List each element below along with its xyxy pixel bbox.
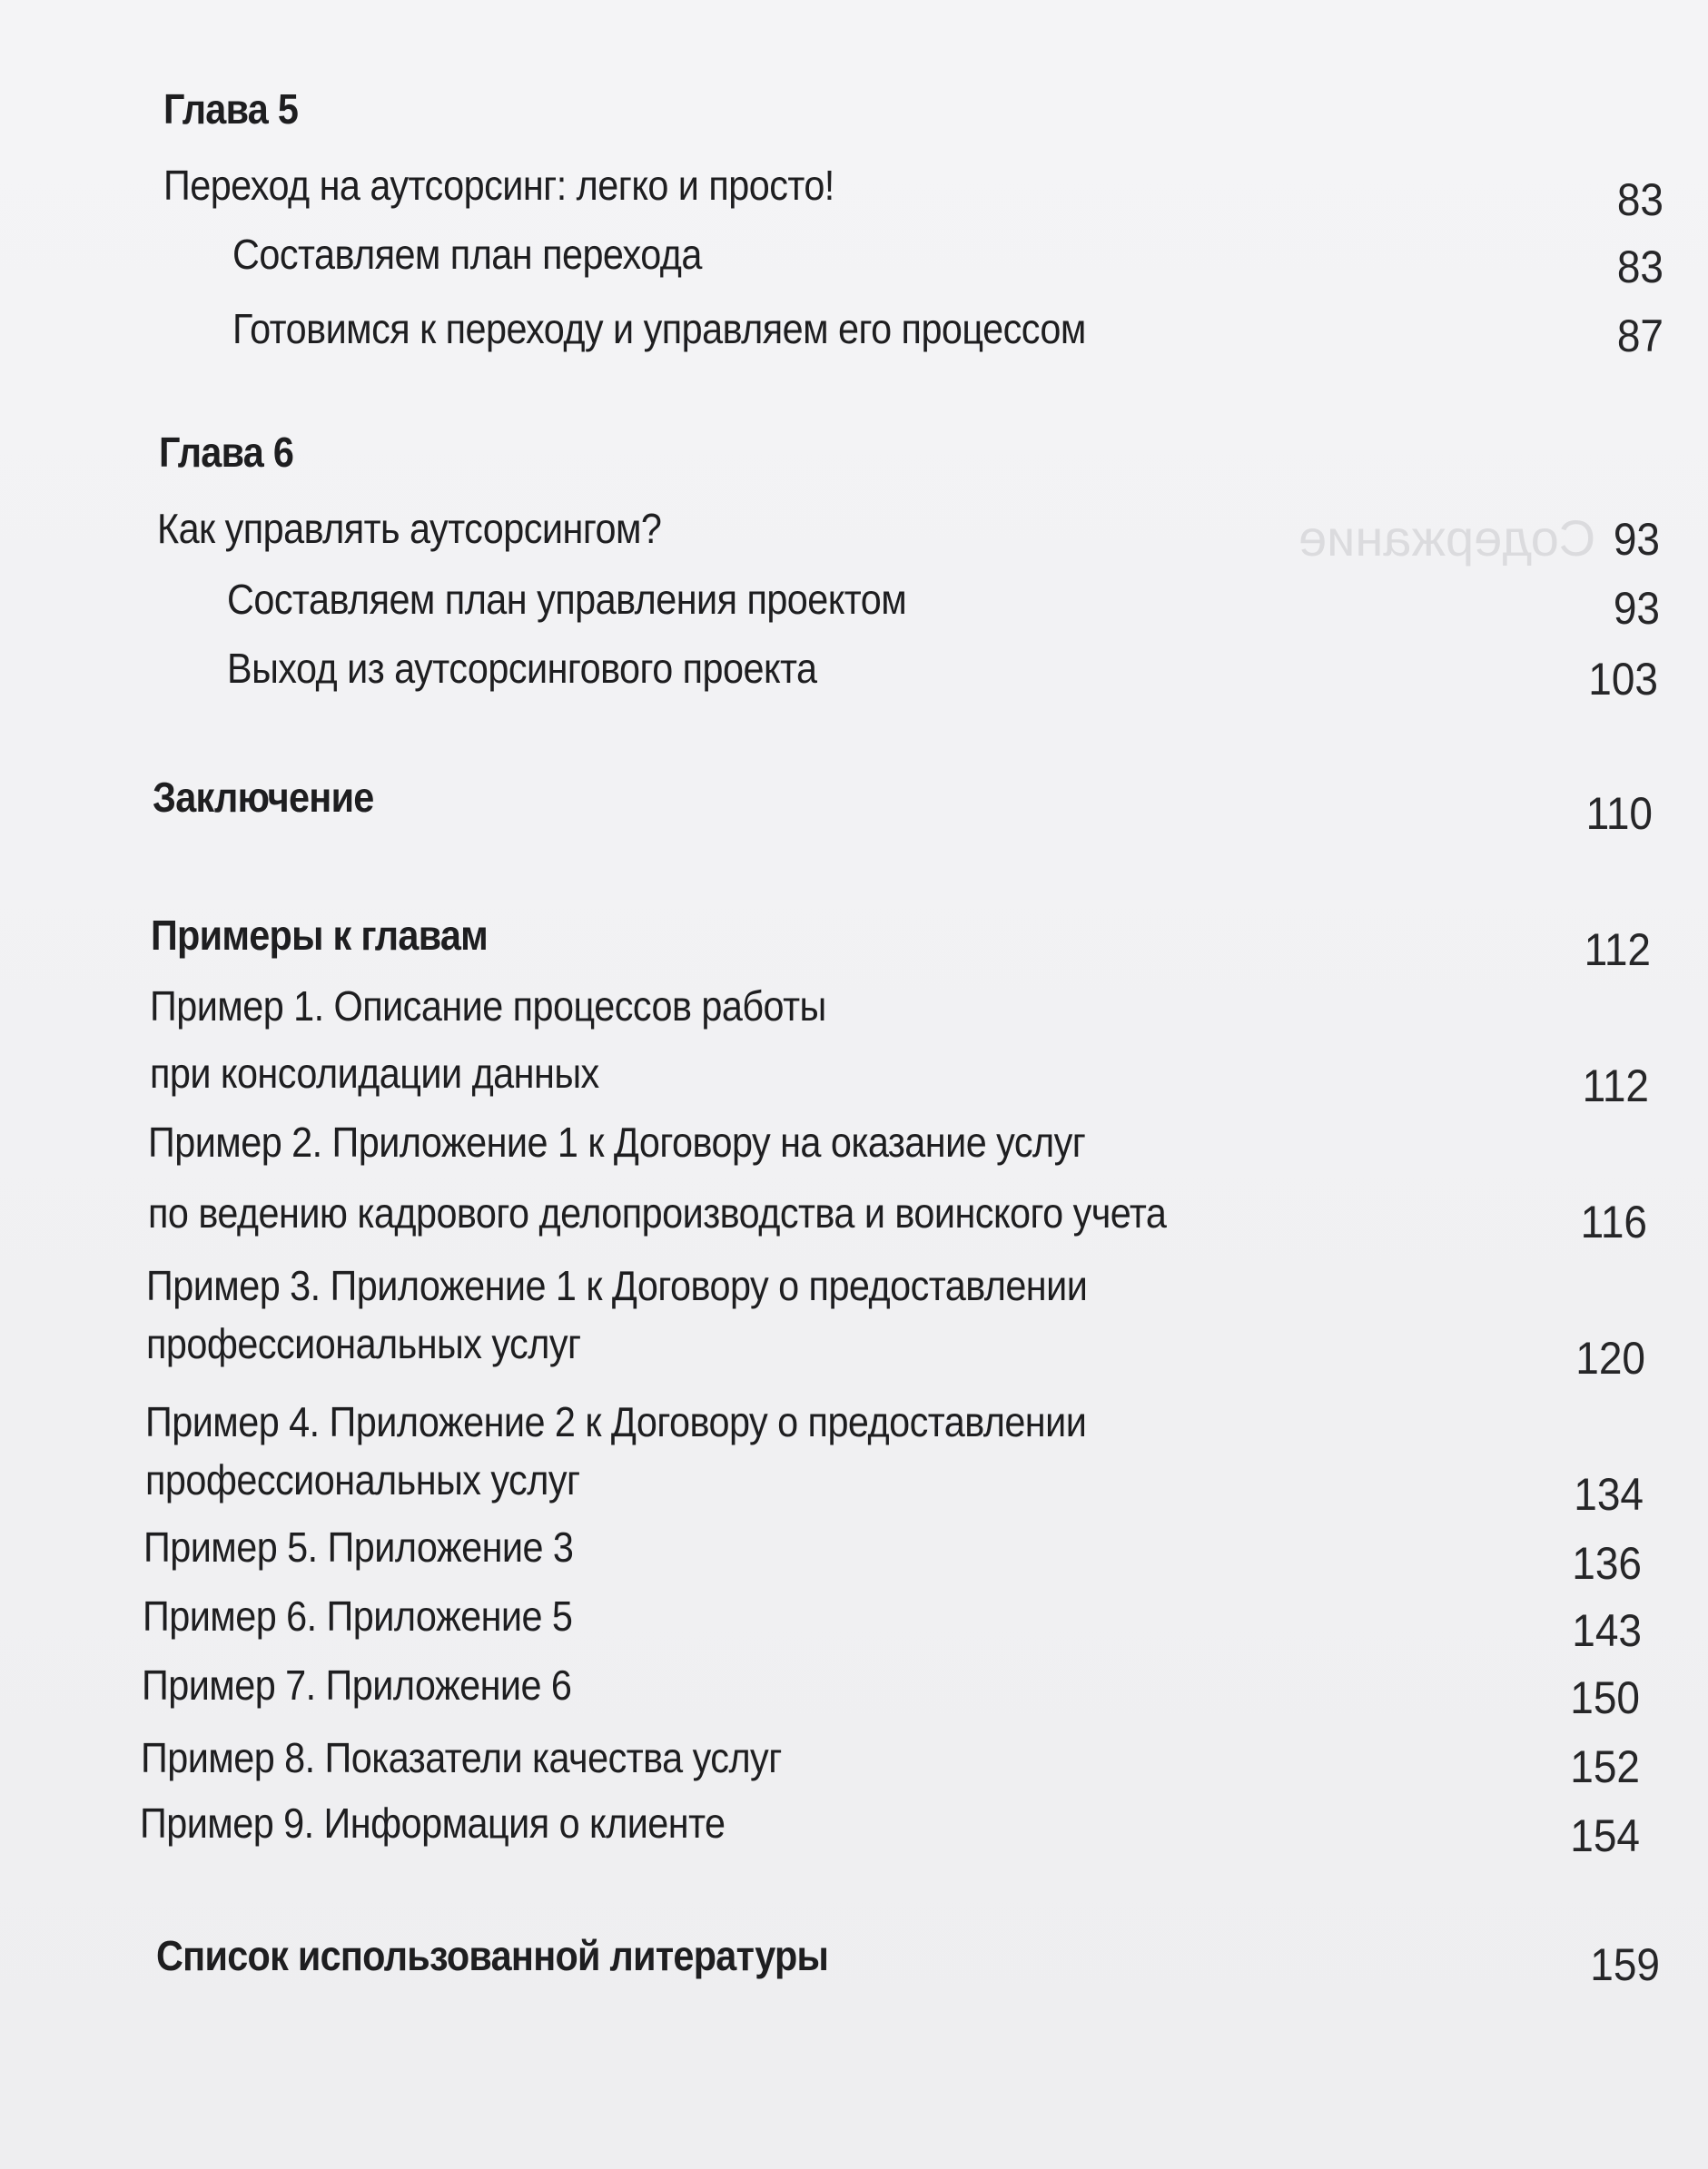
page-number: 112 — [1582, 1060, 1649, 1111]
toc-example-1-cont[interactable]: при консолидации данных — [150, 1050, 599, 1097]
page-number: 93 — [1613, 514, 1660, 565]
page-number: 93 — [1613, 583, 1660, 634]
toc-entry-title[interactable]: Как управлять аутсорсингом? — [157, 505, 662, 552]
chapter-heading: Глава 6 — [159, 429, 294, 476]
toc-example-9[interactable]: Пример 9. Информация о клиенте — [140, 1799, 726, 1847]
page-number: 83 — [1616, 174, 1664, 225]
toc-bibliography[interactable]: Список использованной литературы — [156, 1932, 829, 1979]
toc-example-4[interactable]: Пример 4. Приложение 2 к Договору о предоставлении — [145, 1398, 1087, 1445]
page-number: 136 — [1572, 1538, 1642, 1589]
toc-entry-section[interactable]: Составляем план управления проектом — [227, 576, 907, 623]
bleed-through-title: Содержание — [1298, 509, 1596, 567]
toc-example-2-cont[interactable]: по ведению кадрового делопроизводства и воинского учета — [148, 1189, 1167, 1237]
toc-entry-section[interactable]: Составляем план перехода — [232, 231, 702, 278]
page-number: 116 — [1580, 1197, 1647, 1247]
page-number: 159 — [1590, 1939, 1660, 1990]
toc-example-7[interactable]: Пример 7. Приложение 6 — [142, 1661, 572, 1709]
toc-example-2[interactable]: Пример 2. Приложение 1 к Договору на оказание услуг — [148, 1119, 1086, 1166]
toc-example-6[interactable]: Пример 6. Приложение 5 — [143, 1592, 573, 1640]
examples-heading[interactable]: Примеры к главам — [151, 912, 489, 959]
page-number: 154 — [1570, 1810, 1640, 1861]
toc-example-4-cont[interactable]: профессиональных услуг — [145, 1456, 580, 1504]
toc-example-5[interactable]: Пример 5. Приложение 3 — [143, 1523, 574, 1571]
page-number: 143 — [1572, 1605, 1642, 1656]
page-number: 110 — [1585, 788, 1653, 839]
page-number: 120 — [1575, 1333, 1645, 1384]
chapter-heading: Глава 5 — [163, 85, 299, 133]
toc-example-3-cont[interactable]: профессиональных услуг — [146, 1320, 581, 1367]
toc-entry-title[interactable]: Переход на аутсорсинг: легко и просто! — [163, 162, 834, 209]
page-number: 87 — [1616, 311, 1664, 361]
page-number: 112 — [1584, 924, 1651, 975]
page-number: 134 — [1574, 1469, 1644, 1520]
toc-conclusion[interactable]: Заключение — [153, 774, 374, 821]
toc-example-8[interactable]: Пример 8. Показатели качества услуг — [141, 1734, 782, 1781]
page-number: 152 — [1570, 1741, 1640, 1792]
toc-example-3[interactable]: Пример 3. Приложение 1 к Договору о предоставлении — [146, 1262, 1088, 1309]
page-number: 103 — [1588, 654, 1658, 705]
toc-entry-section[interactable]: Выход из аутсорсингового проекта — [227, 645, 817, 692]
toc-entry-section[interactable]: Готовимся к переходу и управляем его процессом — [232, 305, 1086, 352]
page-number: 83 — [1616, 242, 1664, 292]
page-number: 150 — [1570, 1672, 1640, 1723]
toc-example-1[interactable]: Пример 1. Описание процессов работы — [150, 982, 826, 1030]
